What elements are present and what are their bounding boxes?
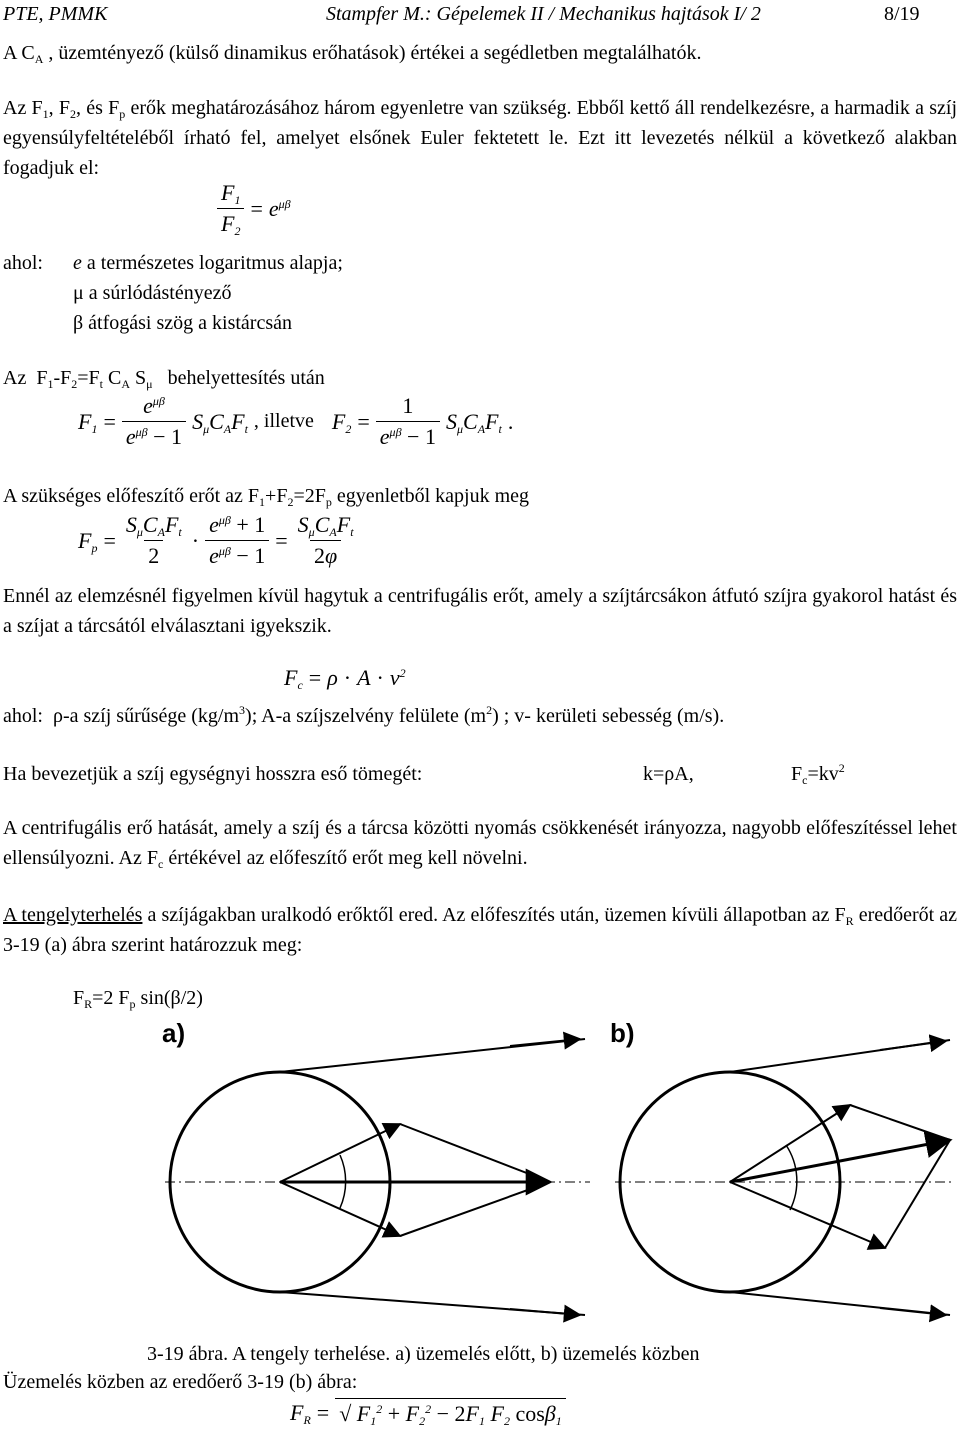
- panel-a-label: a): [162, 1018, 186, 1048]
- where2-line: ahol: ρ-a szíj sűrűsége $(kg/m^3)$; A-a szíjszelvény felülete $(m^2)$ ; v- kerületi sebesség (m/s).: [3, 703, 725, 727]
- effect-b: értékével az előfeszítő erőt meg kell növelni.: [168, 847, 528, 869]
- where-beta: β átfogási szög a kistárcsán: [73, 312, 292, 334]
- prestress-line: A szükséges előfeszítő erőt az $F_1+F_2=2F_p$ egyenletből kapjuk meg: [3, 485, 530, 509]
- where-e-text: a természetes logaritmus alapja;: [86, 252, 343, 274]
- shaft-b: eredőerőt az 3-19 (a) ábra szerint határozzuk meg:: [3, 904, 958, 956]
- fr-formula-operating: $F_R$ = √ $F_1^2 + F_2^2 - 2F_1$ $F_2$ cosβ$_1$: [290, 1398, 566, 1427]
- shaft-load-link[interactable]: A tengelyterhelés: [3, 904, 143, 926]
- panel-a: [162, 1018, 590, 1315]
- p1-b: , és F: [76, 97, 120, 119]
- prestress-tail: egyenletből kapjuk meg: [336, 485, 530, 507]
- ca-line: A $C_A$ , üzemtényező (külső dinamikus erőhatások) értékei a segédletben megtalálhatók.: [3, 42, 702, 66]
- where-label: ahol:: [3, 252, 43, 274]
- fc-formula: $F_c$ = ρ · A · $v^2$: [284, 665, 406, 692]
- paragraph-effect: A centrifugális erő hatását, amely a szíj és a tárcsa közötti nyomás csökkenését irányozza, nagyobb előfeszítéssel lehet ellensúlyozni. Az $F_c$ értékével az előfeszítő erőt meg kell növelni.: [3, 817, 957, 871]
- ca-line-text: üzemtényező (külső dinamikus erőhatások) értékei a segédletben megtalálhatók.: [58, 42, 702, 64]
- euler-formula: $\frac{F_1}{F_2}$ = $e^{\mu\beta}$: [217, 180, 291, 237]
- header-center: Stampfer M.: Gépelemek II / Mechanikus hajtások I/ 2: [326, 3, 761, 25]
- p1-c: erők meghatározásához három egyenletre van szükség. Ebből kettő áll rendelkezésre, a harmadik a szíj egyensúlyfeltételéből írható fel, amelyet elsőnek Euler fektetett le. Ezt itt levezetés nélkül a következő alakban fogadjuk el:: [3, 97, 957, 179]
- figure-caption: 3-19 ábra. A tengely terhelése. a) üzemelés előtt, b) üzemelés közben: [147, 1343, 700, 1365]
- where2-rest2: ) ; v- kerületi sebesség (m/s).: [492, 705, 725, 727]
- panel-b-label: b): [610, 1018, 635, 1048]
- paragraph-shaft: A tengelyterhelés a szíjágakban uralkodó erőktől ered. Az előfeszítés után, üzemen kívüli állapotban az $F_R$ eredőerőt az 3-19 (a) ábra szerint határozzuk meg:: [3, 904, 958, 956]
- where-e: e a természetes logaritmus alapja;: [73, 252, 343, 274]
- fr-end: sin(β/2): [140, 987, 203, 1009]
- fr-formula: $F_R=2$ $F_p$ sin(β/2): [73, 987, 203, 1011]
- prestress-text: A szükséges előfeszítő erőt az F: [3, 485, 260, 507]
- page-number: 8/19: [884, 3, 920, 25]
- subst-line: Az $F_1-F_2=F_t$ $C_A$ $S_\mu$ behelyettesítés után: [3, 367, 325, 391]
- fp-formula: $F_p$ = $\frac{S_\mu C_AF_t}{2}$ · $\frac{e^{\mu\beta} + 1}{e^{\mu\beta} - 1}$ = $\frac{S_\mu C_AF_t}{2\varphi}$: [78, 512, 354, 568]
- paragraph-centrifugal: Ennél az elemzésnél figyelmen kívül hagytuk a centrifugális erőt, amely a szíjtárcsákon átfutó szíjra gyakorol hatást és a szíjat a tárcsától elválasztani igyekszik.: [3, 585, 957, 637]
- fc-def-text: =kv: [807, 763, 839, 785]
- mass-line: Ha bevezetjük a szíj egységnyi hosszra eső tömegét:: [3, 763, 423, 785]
- shaft-a: a szíjágakban uralkodó erőktől ered. Az előfeszítés után, üzemen kívüli állapotban az F: [147, 904, 846, 926]
- panel-b: [610, 1018, 955, 1315]
- header-left: PTE, PMMK: [3, 3, 108, 25]
- p1-a: Az F: [3, 97, 43, 119]
- where-mu: μ a súrlódástényező: [73, 282, 232, 304]
- f1-f2-formulas: $F_1$ = $\frac{e^{\mu\beta}}{e^{\mu\beta} - 1}$ $S_\mu C_AF_t$ , illetve $F_2$ = $\frac{1}{e^{\mu\beta} - 1}$ $S_\mu C_AF_t$ .: [78, 393, 514, 449]
- illetve: , illetve: [253, 410, 314, 432]
- last-line: Üzemelés közben az eredőerő 3-19 (b) ábra:: [3, 1371, 358, 1393]
- where2-label: ahol:: [3, 705, 43, 727]
- k-def: k=ρA,: [643, 763, 694, 785]
- fc-def: $F_c=kv^2$: [791, 761, 845, 787]
- figure-3-19: [150, 1010, 960, 1338]
- subst-text: behelyettesítés után: [167, 367, 325, 389]
- effect-a: A centrifugális erő hatását, amely a szíj és a tárcsa közötti nyomás csökkenését irányozza, nagyobb előfeszítéssel lehet ellensúlyozni. Az F: [3, 817, 957, 869]
- paragraph-forces: Az $F_1$, $F_2$, és $F_p$ erők meghatározásához három egyenletre van szükség. Ebből kettő áll rendelkezésre, a harmadik a szíj egyensúlyfeltételéből írható fel, amelyet elsőnek Euler fektetett le. Ezt itt levezetés nélkül a következő alakban fogadjuk el:: [3, 97, 957, 179]
- fr-tail: =2 F: [92, 987, 130, 1009]
- where2-rho: ρ-a szíj sűrűsége (kg/m: [53, 705, 240, 727]
- where2-rest: ); A-a szíjszelvény felülete (m: [245, 705, 487, 727]
